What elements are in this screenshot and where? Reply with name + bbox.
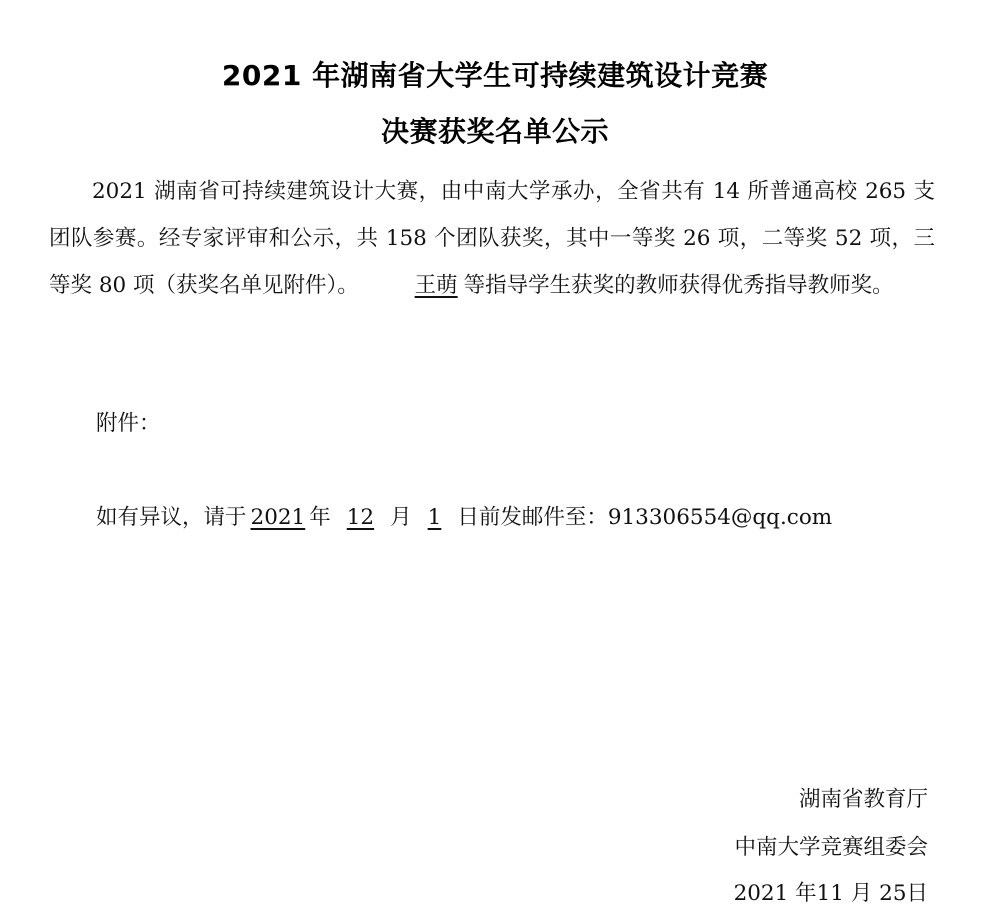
contact-prefix: 如有异议，请于 bbox=[96, 505, 247, 530]
contact-suffix: 日前发邮件至：913306554@qq.com bbox=[457, 505, 833, 530]
paragraph-text-part1: 2021 湖南省可持续建筑设计大赛，由中南大学承办，全省共有 14 所普通高校 265 支团队参赛。经专家评审和公示，共 158 个团队获奖，其中一等奖 26 项，二等奖 52 项，三等奖 80 项（获奖名单见附件）。 bbox=[49, 179, 935, 298]
signature-org-1: 湖南省教育厅 bbox=[798, 787, 928, 812]
contact-line bbox=[96, 500, 832, 531]
paragraph-text-part2: 等指导学生获奖的教师获得优秀指导教师奖。 bbox=[463, 273, 894, 298]
signature-org-2: 中南大学竞赛组委会 bbox=[734, 835, 928, 860]
contact-day: 1 bbox=[427, 505, 442, 530]
contact-month-unit: 月 bbox=[390, 505, 412, 530]
teacher-name: 王萌 bbox=[414, 273, 458, 298]
document-subtitle: 决赛获奖名单公示 bbox=[380, 115, 609, 148]
contact-year-unit: 年 bbox=[309, 505, 331, 530]
contact-month: 12 bbox=[346, 505, 375, 530]
attachment-label: 附件： bbox=[96, 411, 161, 436]
document-title: 2021 年湖南省大学生可持续建筑设计竞赛 bbox=[221, 59, 769, 92]
body-paragraph bbox=[49, 168, 935, 309]
signature-date: 2021 年11 月 25日 bbox=[733, 881, 928, 906]
contact-year: 2021 bbox=[250, 505, 306, 530]
